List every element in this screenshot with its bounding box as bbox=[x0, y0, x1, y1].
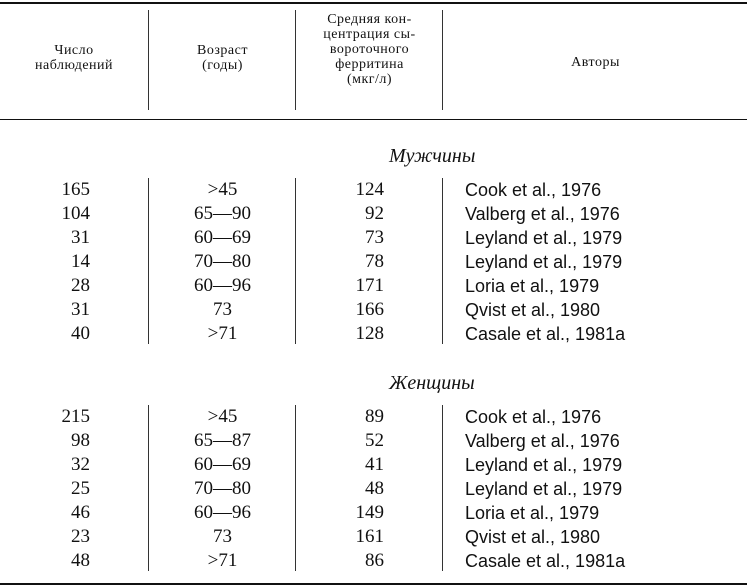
cell-count: 25 bbox=[71, 478, 90, 499]
section-title-women: Женщины bbox=[389, 372, 475, 394]
cell-authors: Leyland et al., 1979 bbox=[465, 228, 623, 248]
section-title-men: Мужчины bbox=[389, 145, 476, 167]
header-conc-line-5: (мкг/л) bbox=[346, 72, 393, 87]
header-concentration bbox=[297, 12, 442, 87]
cell-concentration: 48 bbox=[365, 478, 384, 499]
cell-age: 70—80 bbox=[194, 478, 251, 499]
men-rows bbox=[0, 178, 747, 346]
header-divider-1 bbox=[148, 10, 149, 110]
table-row bbox=[0, 322, 747, 346]
header-conc-line-4: ферритина bbox=[335, 57, 404, 72]
header-divider-2 bbox=[295, 10, 296, 110]
cell-authors: Qvist et al., 1980 bbox=[465, 527, 601, 547]
table-row bbox=[0, 178, 747, 202]
cell-authors: Casale et al., 1981a bbox=[465, 551, 626, 571]
cell-age: >45 bbox=[207, 179, 238, 200]
header-count bbox=[0, 43, 148, 73]
table-row bbox=[0, 298, 747, 322]
table-row bbox=[0, 274, 747, 298]
cell-authors: Valberg et al., 1976 bbox=[465, 204, 620, 224]
cell-authors: Leyland et al., 1979 bbox=[465, 252, 623, 272]
cell-age: 65—87 bbox=[194, 430, 251, 451]
table-row bbox=[0, 549, 747, 573]
cell-authors: Cook et al., 1976 bbox=[465, 407, 602, 427]
cell-count: 48 bbox=[71, 550, 90, 571]
cell-count: 215 bbox=[61, 406, 90, 427]
cell-concentration: 124 bbox=[355, 179, 384, 200]
cell-age: >71 bbox=[207, 323, 238, 344]
table-row bbox=[0, 525, 747, 549]
cell-concentration: 92 bbox=[365, 203, 384, 224]
cell-count: 165 bbox=[61, 179, 90, 200]
cell-authors: Leyland et al., 1979 bbox=[465, 455, 623, 475]
header-authors: Авторы bbox=[571, 55, 620, 70]
table-row bbox=[0, 429, 747, 453]
cell-concentration: 128 bbox=[355, 323, 384, 344]
header-conc-line-3: вороточного bbox=[329, 42, 410, 57]
cell-concentration: 41 bbox=[365, 454, 384, 475]
table-row bbox=[0, 202, 747, 226]
cell-authors: Qvist et al., 1980 bbox=[465, 300, 601, 320]
header-age bbox=[150, 43, 295, 73]
header-conc-line-1: Средняя кон- bbox=[327, 12, 412, 27]
cell-count: 98 bbox=[71, 430, 90, 451]
table-row bbox=[0, 501, 747, 525]
cell-concentration: 171 bbox=[355, 275, 384, 296]
cell-count: 23 bbox=[71, 526, 90, 547]
cell-age: >45 bbox=[207, 406, 238, 427]
cell-count: 32 bbox=[71, 454, 90, 475]
cell-age: >71 bbox=[207, 550, 238, 571]
table-row bbox=[0, 405, 747, 429]
cell-concentration: 73 bbox=[365, 227, 384, 248]
header-divider-3 bbox=[442, 10, 443, 110]
cell-concentration: 86 bbox=[365, 550, 384, 571]
top-rule bbox=[0, 2, 747, 4]
cell-authors: Valberg et al., 1976 bbox=[465, 431, 620, 451]
cell-count: 31 bbox=[71, 227, 90, 248]
table-row bbox=[0, 250, 747, 274]
cell-age: 60—96 bbox=[194, 275, 251, 296]
cell-count: 104 bbox=[61, 203, 90, 224]
header-conc-line-2: центрация сы- bbox=[323, 27, 416, 42]
cell-count: 40 bbox=[71, 323, 90, 344]
table-row bbox=[0, 477, 747, 501]
cell-age: 60—96 bbox=[194, 502, 251, 523]
header-rule bbox=[0, 119, 747, 120]
cell-age: 60—69 bbox=[194, 227, 251, 248]
cell-authors: Cook et al., 1976 bbox=[465, 180, 602, 200]
cell-count: 28 bbox=[71, 275, 90, 296]
cell-authors: Loria et al., 1979 bbox=[465, 503, 600, 523]
cell-concentration: 52 bbox=[365, 430, 384, 451]
cell-age: 73 bbox=[213, 299, 232, 320]
bottom-rule bbox=[0, 583, 747, 585]
header-age-line-1: Возраст bbox=[197, 43, 248, 58]
women-rows bbox=[0, 405, 747, 573]
cell-concentration: 78 bbox=[365, 251, 384, 272]
cell-authors: Casale et al., 1981a bbox=[465, 324, 626, 344]
cell-concentration: 166 bbox=[355, 299, 384, 320]
header-count-line-1: Число bbox=[54, 43, 94, 58]
header-count-line-2: наблюдений bbox=[34, 58, 114, 73]
cell-count: 46 bbox=[71, 502, 90, 523]
cell-age: 65—90 bbox=[194, 203, 251, 224]
cell-age: 70—80 bbox=[194, 251, 251, 272]
header-age-line-2: (годы) bbox=[202, 58, 243, 73]
cell-age: 73 bbox=[213, 526, 232, 547]
cell-concentration: 89 bbox=[365, 406, 384, 427]
cell-concentration: 149 bbox=[355, 502, 384, 523]
cell-authors: Leyland et al., 1979 bbox=[465, 479, 623, 499]
cell-count: 14 bbox=[71, 251, 90, 272]
cell-authors: Loria et al., 1979 bbox=[465, 276, 600, 296]
cell-count: 31 bbox=[71, 299, 90, 320]
table-row bbox=[0, 226, 747, 250]
table-row bbox=[0, 453, 747, 477]
cell-age: 60—69 bbox=[194, 454, 251, 475]
cell-concentration: 161 bbox=[355, 526, 384, 547]
